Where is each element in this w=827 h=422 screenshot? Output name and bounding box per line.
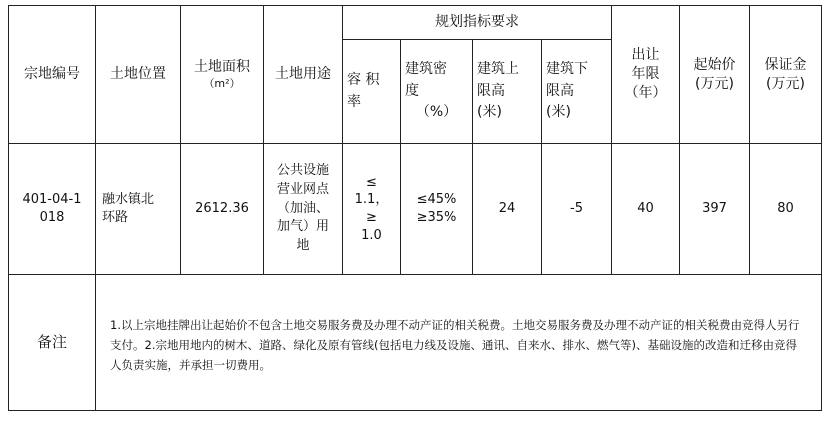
- cell-location: [96, 144, 181, 275]
- header-parcel-no-text: 宗地编号: [24, 66, 80, 83]
- header-usage: [264, 6, 343, 144]
- cell-start-price: [680, 144, 750, 275]
- header-location: [96, 6, 181, 144]
- header-planning-group-text: 规划指标要求: [435, 14, 519, 31]
- header-term: [612, 6, 680, 144]
- cell-usage-text: 公共设施 营业网点 （加油、 加气）用 地: [276, 162, 329, 254]
- cell-area: [181, 144, 264, 275]
- cell-location-text: 融水镇北 环路: [102, 192, 155, 225]
- header-deposit: [750, 6, 822, 144]
- header-density-text: 建筑密 度: [405, 60, 447, 99]
- remarks-text-cell: [96, 275, 822, 411]
- header-height-up: [473, 40, 542, 144]
- cell-parcel-no: [9, 144, 96, 275]
- cell-area-text: 2612.36: [195, 201, 249, 217]
- cell-height-down: [542, 144, 612, 275]
- cell-density-text: ≤45% ≥35%: [416, 192, 457, 225]
- cell-usage: [264, 144, 343, 275]
- header-area-text: 土地面积: [194, 58, 250, 75]
- land-transfer-table: [8, 5, 822, 411]
- cell-height-down-text: -5: [570, 201, 583, 217]
- cell-deposit-text: 80: [777, 201, 794, 217]
- header-height-down: [542, 40, 612, 144]
- cell-far-text: ≤ 1.1， ≥ 1.0: [354, 174, 389, 243]
- cell-far: [343, 144, 401, 275]
- header-location-text: 土地位置: [110, 66, 166, 83]
- cell-term: [612, 144, 680, 275]
- cell-deposit: [750, 144, 822, 275]
- header-term-text: 出让 年限 （年）: [624, 47, 667, 101]
- header-area-unit: （m²）: [203, 76, 241, 90]
- header-deposit-text: 保证金 (万元): [764, 56, 807, 92]
- cell-height-up: [473, 144, 542, 275]
- header-row-top: [9, 6, 822, 40]
- header-far-text: 容 积 率: [347, 71, 380, 110]
- remarks-text: 1.以上宗地挂牌出让起始价不包含土地交易服务费及办理不动产证的相关税费。土地交易服务费及办理不动产证的相关税费由竞得人另行支付。2.宗地用地内的树木、道路、绿化及原有管线(包括电力线及设施、通讯、自来水、排水、燃气等)、基础设施的改造和迁移由竞得人负责实施，并承担一切费用。: [110, 318, 800, 373]
- cell-term-text: 40: [637, 201, 654, 217]
- remarks-label-cell: [9, 275, 96, 411]
- header-height-up-text: 建筑上 限高 (米): [477, 60, 519, 121]
- header-far: [343, 40, 401, 144]
- land-transfer-table-container: [8, 5, 821, 412]
- remarks-row: [9, 275, 822, 411]
- data-row: [9, 144, 822, 275]
- header-density: [401, 40, 473, 144]
- header-usage-text: 土地用途: [275, 66, 331, 83]
- header-parcel-no: [9, 6, 96, 144]
- cell-start-price-text: 397: [702, 201, 727, 217]
- cell-density: [401, 144, 473, 275]
- remarks-label: 备注: [36, 333, 67, 352]
- header-start-price: [680, 6, 750, 144]
- header-planning-group: [343, 6, 612, 40]
- cell-parcel-no-text: 401-04-1 018: [22, 192, 82, 225]
- header-height-down-text: 建筑下 限高 (米): [546, 60, 588, 121]
- cell-height-up-text: 24: [498, 201, 516, 217]
- header-density-unit: （%）: [415, 104, 458, 121]
- header-start-price-text: 起始价 (万元): [693, 56, 736, 92]
- header-area: [181, 6, 264, 144]
